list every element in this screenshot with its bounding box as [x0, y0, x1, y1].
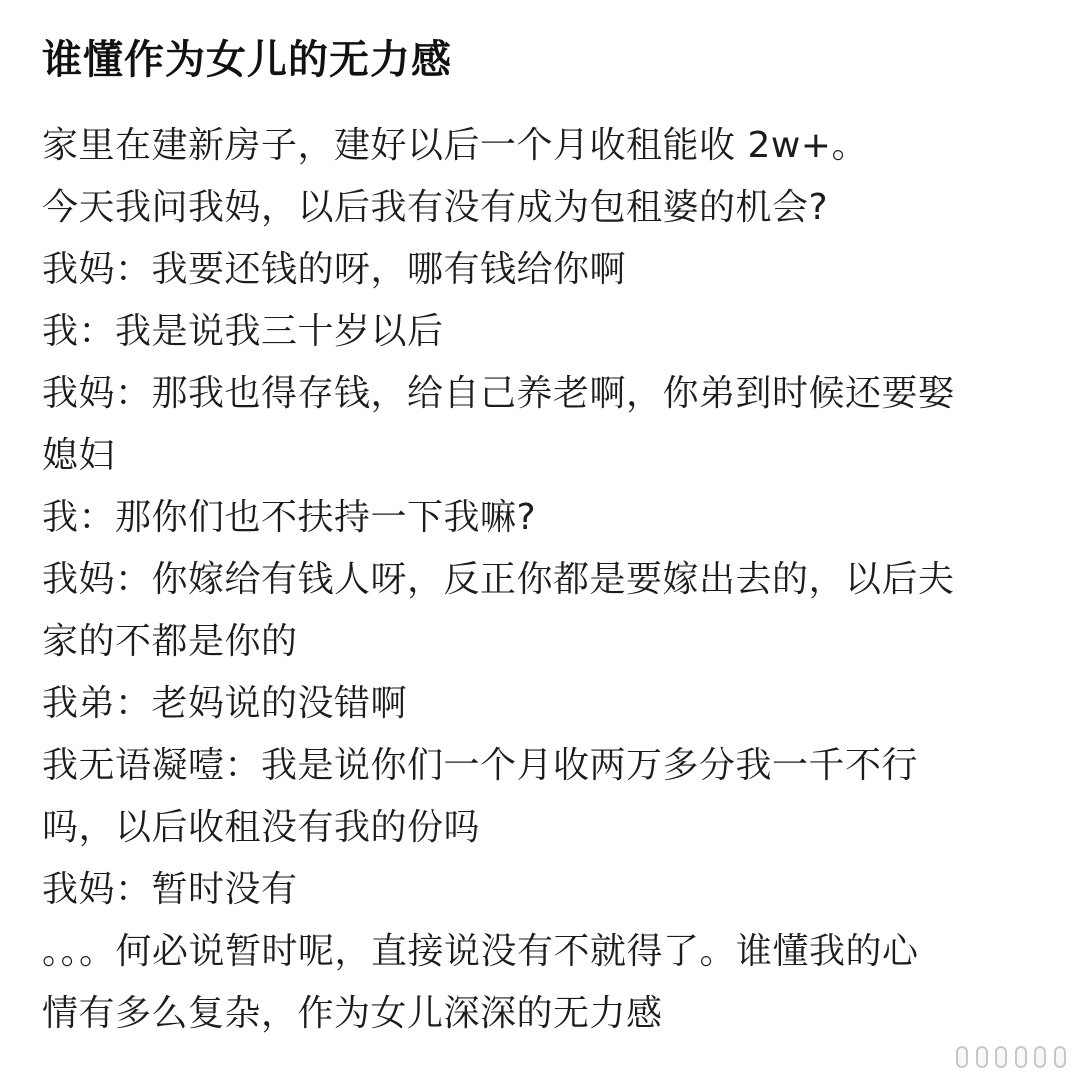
- text-line: 我：那你们也不扶持一下我嘛?: [42, 497, 537, 538]
- text-line: 吗，以后收租没有我的份吗: [42, 807, 481, 848]
- watermark-bar-icon: [1034, 1046, 1046, 1068]
- watermark-bar-icon: [995, 1046, 1007, 1068]
- watermark-bar-icon: [976, 1046, 988, 1068]
- post-title: 谁懂作为女儿的无力感: [42, 37, 452, 83]
- text-line: 我妈：暂时没有: [42, 869, 298, 910]
- text-line: 媳妇: [42, 435, 116, 476]
- text-line: 我弟：老妈说的没错啊: [42, 683, 408, 724]
- text-line: 我：我是说我三十岁以后: [42, 311, 444, 352]
- text-line: 情有多么复杂，作为女儿深深的无力感: [42, 993, 663, 1034]
- platform-watermark-icon: [956, 1044, 1066, 1070]
- text-line: 今天我问我妈，以后我有没有成为包租婆的机会?: [42, 187, 829, 228]
- watermark-bar-icon: [1015, 1046, 1027, 1068]
- text-line: 我无语凝噎：我是说你们一个月收两万多分我一千不行: [42, 745, 919, 786]
- watermark-bar-icon: [956, 1046, 968, 1068]
- text-line: 。。。何必说暂时呢，直接说没有不就得了。谁懂我的心: [42, 931, 919, 972]
- text-line: 我妈：我要还钱的呀，哪有钱给你啊: [42, 249, 627, 290]
- text-line: 我妈：那我也得存钱，给自己养老啊，你弟到时候还要娶: [42, 373, 955, 414]
- post-body: [42, 115, 1052, 1045]
- text-line: 家里在建新房子，建好以后一个月收租能收 2w+。: [42, 125, 868, 166]
- text-line: 家的不都是你的: [42, 621, 298, 662]
- text-line: 我妈：你嫁给有钱人呀，反正你都是要嫁出去的，以后夫: [42, 559, 955, 600]
- watermark-bar-icon: [1054, 1046, 1066, 1068]
